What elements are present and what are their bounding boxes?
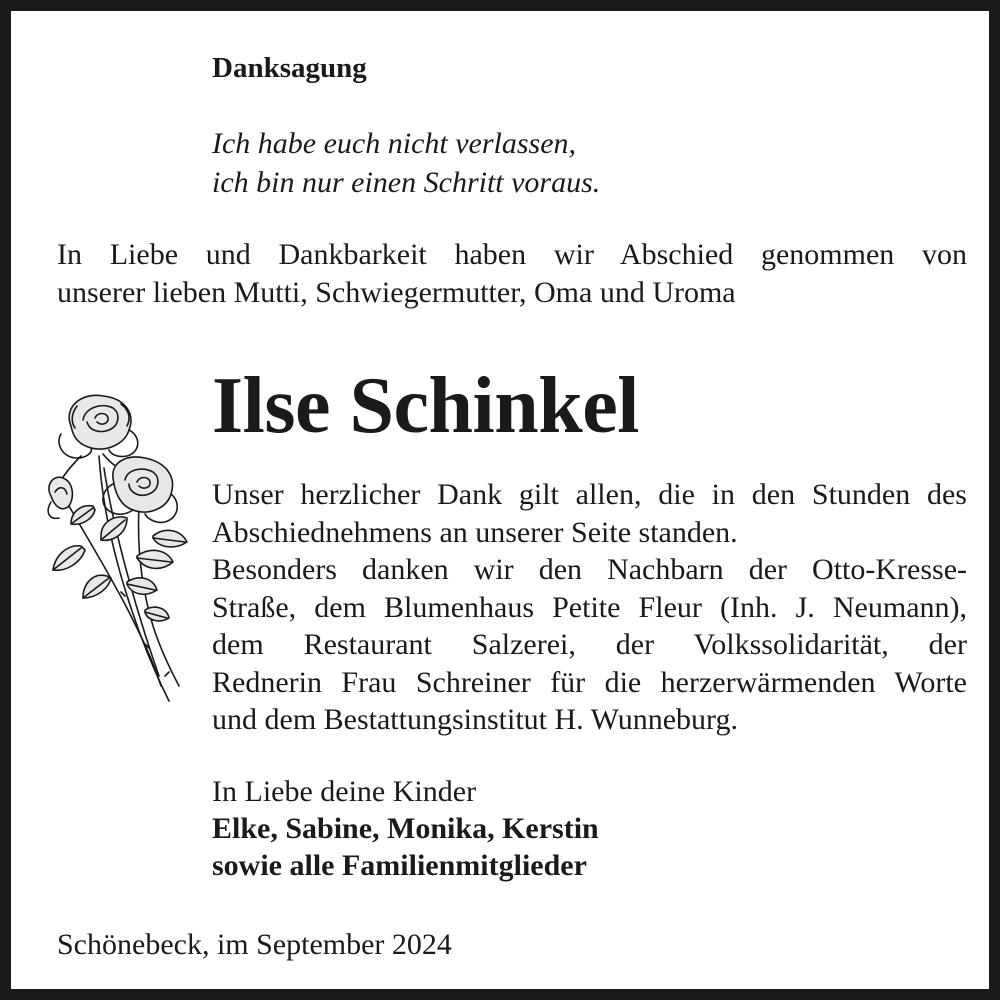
notice-heading: Danksagung [212,52,367,84]
thanks-line: Abschiednehmens an unserer Seite standen. [212,515,738,549]
intro-text [57,236,967,312]
intro-line: In Liebe und Dankbarkeit haben wir Abschied genommen von [57,238,967,271]
quote-line: Ich habe euch nicht verlassen, [212,127,577,160]
signature-block [212,773,599,884]
thanks-text [212,476,967,739]
signature-family: sowie alle Familienmitglieder [212,849,587,882]
memorial-quote [212,124,600,202]
signature-intro: In Liebe deine Kinder [212,775,477,808]
thanks-line: dem Restaurant Salzerei, der Volkssolidarität, der [212,628,967,661]
thanks-line: und dem Bestattungsinstitut H. Wunneburg. [212,703,738,736]
thanks-line: Rednerin Frau Schreiner für die herzerwärmenden Worte [212,665,967,699]
deceased-name: Ilse Schinkel [212,362,639,450]
thanks-line: Unser herzlicher Dank gilt allen, die in den Stunden des [212,478,967,511]
place-date: Schönebeck, im September 2024 [57,928,452,961]
thanks-line: Straße, dem Blumenhaus Petite Fleur (Inh. J. Neumann), [212,590,967,624]
intro-line: unserer lieben Mutti, Schwiegermutter, Oma und Uroma [57,276,736,309]
signature-children: Elke, Sabine, Monika, Kerstin [212,812,599,845]
quote-line: ich bin nur einen Schritt voraus. [212,166,601,199]
roses-illustration [41,386,191,711]
thanks-line: Besonders danken wir den Nachbarn der Otto-Kresse- [212,553,967,586]
